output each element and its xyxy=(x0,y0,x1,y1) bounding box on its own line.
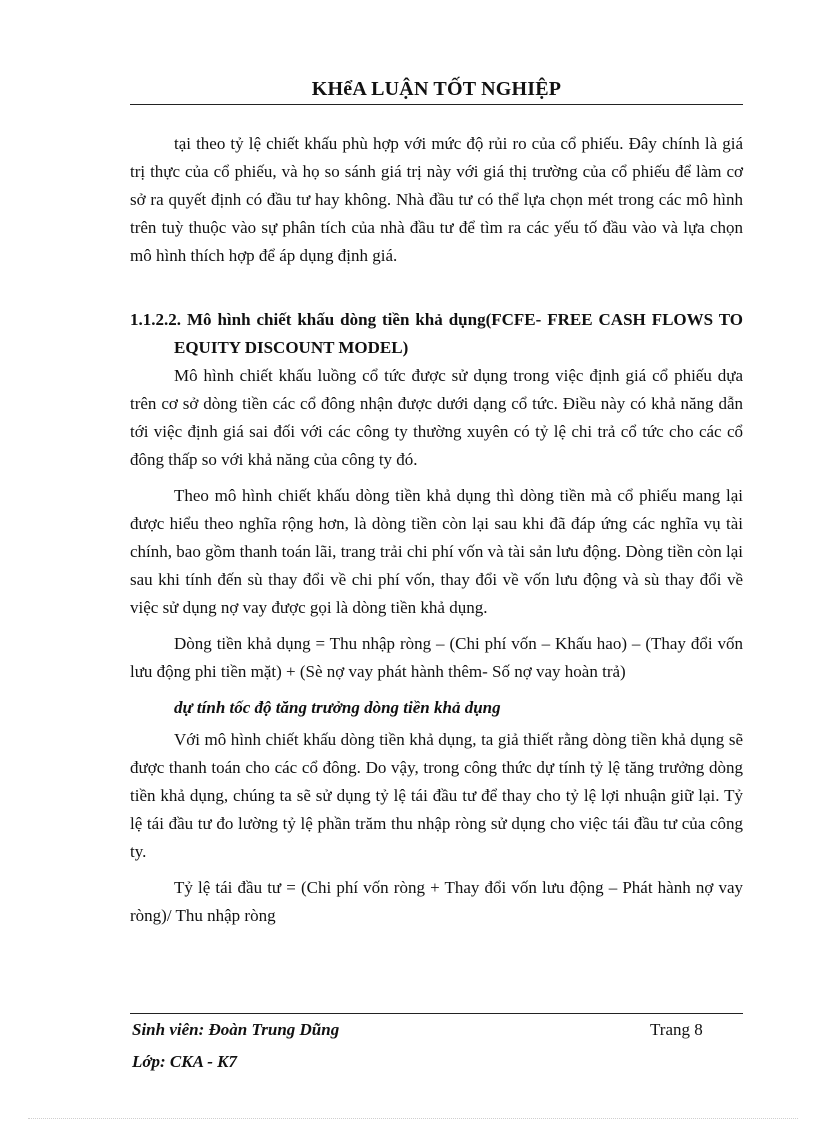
page-edge-line xyxy=(28,1118,798,1119)
footer-page-number: Trang 8 xyxy=(650,1020,703,1039)
paragraph-intro: tại theo tỷ lệ chiết khấu phù hợp với mức độ rủi ro của cổ phiếu. Đây chính là giá trị thực của cổ phiếu, và họ so sánh giá trị này với giá thị trường của cổ phiếu để làm cơ sở ra quyết định có đầu tư hay không. Nhà đầu tư có thể lựa chọn mét trong các mô hình trên tuỳ thuộc vào sự phân tích của nhà đầu tư để tìm ra các yếu tố đầu vào và lựa chọn mô hình thích hợp để áp dụng định giá. xyxy=(130,134,743,265)
paragraph-reinvestment: Với mô hình chiết khấu dòng tiền khả dụng, ta giả thiết rằng dòng tiền khả dụng sẽ được thanh toán cho các cổ đông. Do vậy, trong công thức dự tính tỷ lệ tăng trưởng dòng tiền khả dụng, chúng ta sẽ sử dụng tỷ lệ tái đầu tư để thay cho tỷ lệ lợi nhuận giữ lại. Tỷ lệ tái đầu tư đo lường tỷ lệ phần trăm thu nhập ròng sử dụng cho việc tái đầu tư của công ty. xyxy=(130,730,743,861)
footer-class-name: Lớp: CKA - K7 xyxy=(132,1052,237,1071)
header-divider xyxy=(130,104,743,105)
subheading-growth-estimate: dự tính tốc độ tăng trưởng dòng tiền khả dụng xyxy=(174,698,501,717)
paragraph-fcfe-definition: Theo mô hình chiết khấu dòng tiền khả dụng thì dòng tiền mà cổ phiếu mang lại được hiểu theo nghĩa rộng hơn, là dòng tiền còn lại sau khi đã đáp ứng các nghĩa vụ tài chính, bao gồm thanh toán lãi, trang trải chi phí vốn và tài sản lưu động. Dòng tiền còn lại sau khi tính đến sù thay đổi về chi phí vốn, thay đổi về vốn lưu động và sù thay đổi về việc sử dụng nợ vay được gọi là dòng tiền khả dụng. xyxy=(130,486,743,617)
page-header-title: KHểA LUẬN TỐT NGHIỆP xyxy=(311,78,562,100)
paragraph-reinvestment-formula: Tỷ lệ tái đầu tư = (Chi phí vốn ròng + Thay đổi vốn lưu động – Phát hành nợ vay ròng)/ Thu nhập ròng xyxy=(130,878,743,925)
paragraph-fcfe-formula: Dòng tiền khả dụng = Thu nhập ròng – (Chi phí vốn – Khấu hao) – (Thay đổi vốn lưu động phi tiền mặt) + (Sè nợ vay phát hành thêm- Số nợ vay hoàn trả) xyxy=(130,634,743,681)
paragraph-dividend-model: Mô hình chiết khấu luồng cổ tức được sử dụng trong việc định giá cổ phiếu dựa trên cơ sở dòng tiền các cổ đông nhận được dưới dạng cổ tức. Điều này có khả năng dẫn tới việc định giá sai đối với các công ty thường xuyên có tỷ lệ chi trả cổ tức cho các cổ đông thấp so với khả năng của công ty đó. xyxy=(130,366,743,469)
footer-student-name: Sinh viên: Đoàn Trung Dũng xyxy=(132,1020,340,1039)
main-content xyxy=(130,130,743,930)
footer-divider xyxy=(130,1013,743,1014)
section-heading: 1.1.2.2. Mô hình chiết khấu dòng tiền khả dụng(FCFE- FREE CASH FLOWS TO EQUITY DISCOUNT MODEL) xyxy=(130,310,743,357)
